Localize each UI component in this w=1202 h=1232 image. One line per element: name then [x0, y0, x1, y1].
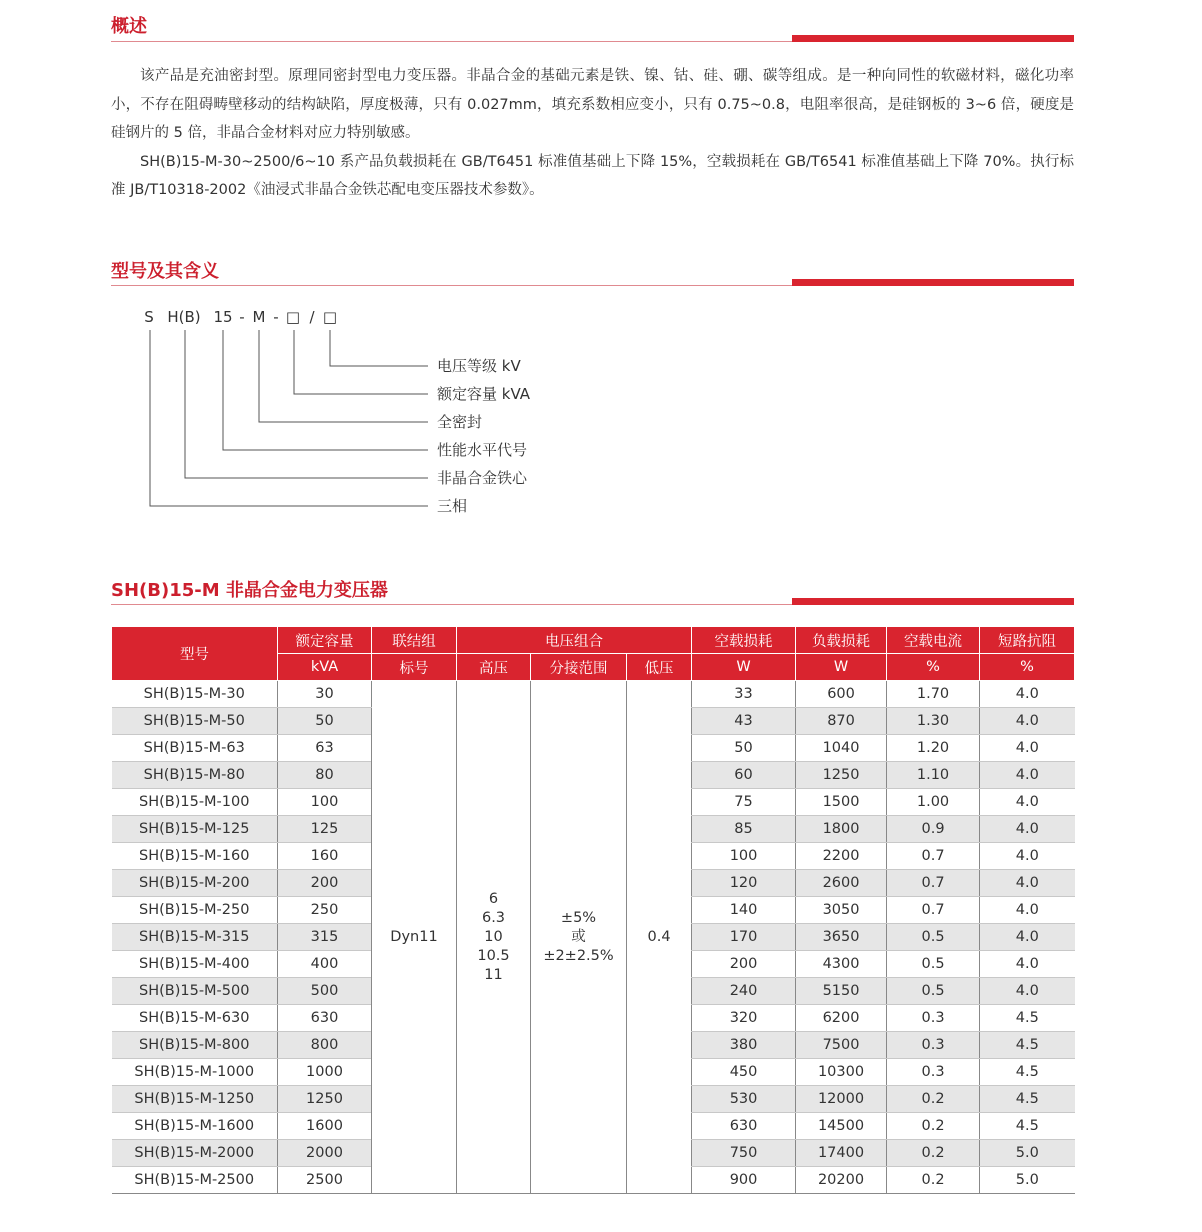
meaning-three-phase: 三相 [437, 497, 468, 515]
overview-text [111, 62, 1074, 205]
cell-capacity: 315 [278, 924, 372, 951]
cell-noload-loss: 140 [692, 897, 796, 924]
cell-load-loss: 600 [796, 681, 887, 708]
cell-model: SH(B)15-M-1000 [112, 1059, 278, 1086]
high-voltage-value: 6.3 [481, 909, 506, 926]
cell-noload-loss: 380 [692, 1032, 796, 1059]
cell-capacity: 160 [278, 843, 372, 870]
leader-line-three-phase [150, 330, 428, 506]
cell-model: SH(B)15-M-200 [112, 870, 278, 897]
cell-capacity: 800 [278, 1032, 372, 1059]
cell-model: SH(B)15-M-50 [112, 708, 278, 735]
cell-model: SH(B)15-M-800 [112, 1032, 278, 1059]
table-accent-bar [792, 598, 1074, 605]
cell-capacity: 400 [278, 951, 372, 978]
header-load-loss: 负载损耗 [796, 627, 887, 654]
table-header-row-1 [112, 627, 1075, 654]
header-lv: 低压 [627, 654, 692, 681]
high-voltage-value: 6 [488, 890, 499, 907]
cell-noload-current: 0.7 [887, 897, 980, 924]
cell-load-loss: 4300 [796, 951, 887, 978]
cell-capacity: 30 [278, 681, 372, 708]
cell-noload-loss: 50 [692, 735, 796, 762]
code-part-voltage-box: □ [322, 308, 338, 326]
header-load-unit: W [796, 654, 887, 681]
cell-noload-current: 0.3 [887, 1032, 980, 1059]
cell-capacity: 100 [278, 789, 372, 816]
high-voltage-value: 10 [484, 928, 503, 945]
code-part-hb: H(B) [167, 308, 201, 326]
cell-model: SH(B)15-M-250 [112, 897, 278, 924]
meaning-amorphous-core: 非晶合金铁心 [437, 469, 528, 487]
cell-load-loss: 5150 [796, 978, 887, 1005]
cell-noload-loss: 530 [692, 1086, 796, 1113]
cell-noload-loss: 120 [692, 870, 796, 897]
header-noload-current: 空载电流 [887, 627, 980, 654]
cell-noload-current: 0.2 [887, 1086, 980, 1113]
cell-impedance: 4.5 [980, 1005, 1075, 1032]
cell-noload-current: 0.7 [887, 870, 980, 897]
overview-accent-bar [792, 35, 1074, 42]
cell-noload-loss: 170 [692, 924, 796, 951]
cell-load-loss: 3050 [796, 897, 887, 924]
cell-noload-current: 0.5 [887, 924, 980, 951]
header-tap: 分接范围 [531, 654, 627, 681]
cell-impedance: 4.5 [980, 1032, 1075, 1059]
cell-noload-current: 1.10 [887, 762, 980, 789]
cell-capacity: 50 [278, 708, 372, 735]
leader-line-capacity [294, 330, 428, 394]
cell-impedance: 4.0 [980, 762, 1075, 789]
code-part-m: M [252, 308, 266, 326]
cell-capacity: 1600 [278, 1113, 372, 1140]
cell-noload-loss: 240 [692, 978, 796, 1005]
header-impedance-unit: % [980, 654, 1075, 681]
cell-noload-current: 0.7 [887, 843, 980, 870]
cell-capacity: 80 [278, 762, 372, 789]
cell-noload-current: 0.5 [887, 978, 980, 1005]
cell-load-loss: 10300 [796, 1059, 887, 1086]
cell-model: SH(B)15-M-1250 [112, 1086, 278, 1113]
cell-noload-current: 1.20 [887, 735, 980, 762]
cell-load-loss: 7500 [796, 1032, 887, 1059]
cell-model: SH(B)15-M-400 [112, 951, 278, 978]
meaning-capacity: 额定容量 kVA [437, 385, 531, 403]
cell-noload-loss: 100 [692, 843, 796, 870]
header-hv: 高压 [457, 654, 531, 681]
cell-noload-loss: 630 [692, 1113, 796, 1140]
code-part-s: S [144, 308, 154, 326]
cell-load-loss: 6200 [796, 1005, 887, 1032]
cell-noload-loss: 750 [692, 1140, 796, 1167]
cell-noload-current: 1.00 [887, 789, 980, 816]
cell-model: SH(B)15-M-63 [112, 735, 278, 762]
header-voltage: 电压组合 [457, 627, 692, 654]
leader-lines [150, 330, 428, 506]
cell-capacity: 2500 [278, 1167, 372, 1194]
header-noload-loss: 空载损耗 [692, 627, 796, 654]
cell-noload-loss: 33 [692, 681, 796, 708]
cell-noload-loss: 200 [692, 951, 796, 978]
cell-load-loss: 14500 [796, 1113, 887, 1140]
header-connection-sub: 标号 [372, 654, 457, 681]
cell-model: SH(B)15-M-2000 [112, 1140, 278, 1167]
cell-load-loss: 12000 [796, 1086, 887, 1113]
header-model: 型号 [112, 627, 278, 681]
cell-model: SH(B)15-M-315 [112, 924, 278, 951]
code-part-15: 15 [213, 308, 233, 326]
cell-high-voltage [457, 681, 531, 1194]
cell-impedance: 4.0 [980, 735, 1075, 762]
cell-noload-current: 0.2 [887, 1113, 980, 1140]
cell-noload-current: 0.9 [887, 816, 980, 843]
code-part-dash-2: - [273, 308, 279, 326]
cell-load-loss: 17400 [796, 1140, 887, 1167]
header-impedance: 短路抗阻 [980, 627, 1075, 654]
cell-impedance: 4.0 [980, 951, 1075, 978]
cell-model: SH(B)15-M-125 [112, 816, 278, 843]
cell-noload-current: 1.70 [887, 681, 980, 708]
cell-model: SH(B)15-M-30 [112, 681, 278, 708]
table-title: SH(B)15-M 非晶合金电力变压器 [111, 580, 388, 601]
cell-noload-current: 0.3 [887, 1059, 980, 1086]
cell-load-loss: 2600 [796, 870, 887, 897]
cell-load-loss: 2200 [796, 843, 887, 870]
cell-load-loss: 3650 [796, 924, 887, 951]
cell-impedance: 4.5 [980, 1086, 1075, 1113]
cell-capacity: 1250 [278, 1086, 372, 1113]
cell-capacity: 500 [278, 978, 372, 1005]
meaning-sealed: 全密封 [437, 413, 483, 431]
cell-noload-loss: 85 [692, 816, 796, 843]
cell-impedance: 5.0 [980, 1140, 1075, 1167]
cell-low-voltage: 0.4 [627, 681, 692, 1194]
code-part-capacity-box: □ [285, 308, 301, 326]
cell-noload-loss: 43 [692, 708, 796, 735]
cell-impedance: 4.0 [980, 843, 1075, 870]
cell-noload-loss: 75 [692, 789, 796, 816]
cell-load-loss: 1800 [796, 816, 887, 843]
code-part-slash: / [309, 308, 315, 326]
cell-impedance: 5.0 [980, 1167, 1075, 1194]
cell-model: SH(B)15-M-2500 [112, 1167, 278, 1194]
cell-capacity: 630 [278, 1005, 372, 1032]
meaning-performance: 性能水平代号 [437, 441, 528, 459]
leader-line-performance [223, 330, 428, 450]
leader-line-sealed [259, 330, 428, 422]
meaning-voltage: 电压等级 kV [437, 357, 521, 375]
tap-range-value: ±2±2.5% [543, 947, 614, 964]
header-capacity-unit: kVA [278, 654, 372, 681]
leader-line-amorphous [185, 330, 428, 478]
cell-impedance: 4.5 [980, 1059, 1075, 1086]
header-current-unit: % [887, 654, 980, 681]
cell-noload-loss: 320 [692, 1005, 796, 1032]
model-title: 型号及其含义 [111, 261, 219, 282]
table-body [112, 681, 1075, 1194]
cell-capacity: 2000 [278, 1140, 372, 1167]
cell-capacity: 1000 [278, 1059, 372, 1086]
cell-impedance: 4.5 [980, 1113, 1075, 1140]
cell-tap-range [531, 681, 627, 1194]
model-accent-bar [792, 279, 1074, 286]
cell-noload-current: 0.2 [887, 1140, 980, 1167]
cell-noload-loss: 900 [692, 1167, 796, 1194]
cell-impedance: 4.0 [980, 816, 1075, 843]
cell-load-loss: 1040 [796, 735, 887, 762]
cell-impedance: 4.0 [980, 924, 1075, 951]
cell-noload-current: 0.3 [887, 1005, 980, 1032]
cell-capacity: 200 [278, 870, 372, 897]
cell-model: SH(B)15-M-500 [112, 978, 278, 1005]
cell-model: SH(B)15-M-80 [112, 762, 278, 789]
cell-load-loss: 1500 [796, 789, 887, 816]
cell-noload-current: 1.30 [887, 708, 980, 735]
cell-capacity: 63 [278, 735, 372, 762]
cell-model: SH(B)15-M-1600 [112, 1113, 278, 1140]
cell-impedance: 4.0 [980, 681, 1075, 708]
high-voltage-value: 10.5 [477, 947, 510, 964]
overview-paragraph-2: SH(B)15-M-30~2500/6~10 系产品负载损耗在 GB/T6451 标准值基础上下降 15%，空载损耗在 GB/T6541 标准值基础上下降 70%。执行标准 JB/T10318-2002《油浸式非晶合金铁芯配电变压器技术参数》。 [111, 153, 1074, 198]
cell-impedance: 4.0 [980, 789, 1075, 816]
cell-load-loss: 870 [796, 708, 887, 735]
cell-load-loss: 20200 [796, 1167, 887, 1194]
leader-line-voltage [330, 330, 428, 366]
header-noload-unit: W [692, 654, 796, 681]
cell-connection-group: Dyn11 [372, 681, 457, 1194]
header-connection: 联结组 [372, 627, 457, 654]
cell-impedance: 4.0 [980, 708, 1075, 735]
code-part-dash-1: - [239, 308, 245, 326]
cell-noload-current: 0.5 [887, 951, 980, 978]
table-row [112, 681, 1075, 708]
cell-load-loss: 1250 [796, 762, 887, 789]
cell-noload-current: 0.2 [887, 1167, 980, 1194]
tap-range-value: 或 [571, 928, 586, 945]
tap-range-value: ±5% [560, 909, 597, 926]
overview-title: 概述 [111, 16, 147, 37]
cell-noload-loss: 450 [692, 1059, 796, 1086]
cell-capacity: 125 [278, 816, 372, 843]
cell-model: SH(B)15-M-100 [112, 789, 278, 816]
header-capacity: 额定容量 [278, 627, 372, 654]
spec-table [111, 626, 1075, 1194]
cell-impedance: 4.0 [980, 897, 1075, 924]
cell-noload-loss: 60 [692, 762, 796, 789]
overview-paragraph-1: 该产品是充油密封型。原理同密封型电力变压器。非晶合金的基础元素是铁、镍、钴、硅、硼、碳等组成。是一种向同性的软磁材料，磁化功率小，不存在阻碍畴壁移动的结构缺陷，厚度极薄，只有 0.027mm，填充系数相应变小，只有 0.75~0.8，电阻率很高，是硅钢板的 3~6 倍，硬度是硅钢片的 5 倍，非晶合金材料对应力特别敏感。 [111, 68, 1074, 141]
high-voltage-value: 11 [484, 966, 503, 983]
cell-impedance: 4.0 [980, 978, 1075, 1005]
cell-capacity: 250 [278, 897, 372, 924]
cell-model: SH(B)15-M-630 [112, 1005, 278, 1032]
cell-model: SH(B)15-M-160 [112, 843, 278, 870]
cell-impedance: 4.0 [980, 870, 1075, 897]
